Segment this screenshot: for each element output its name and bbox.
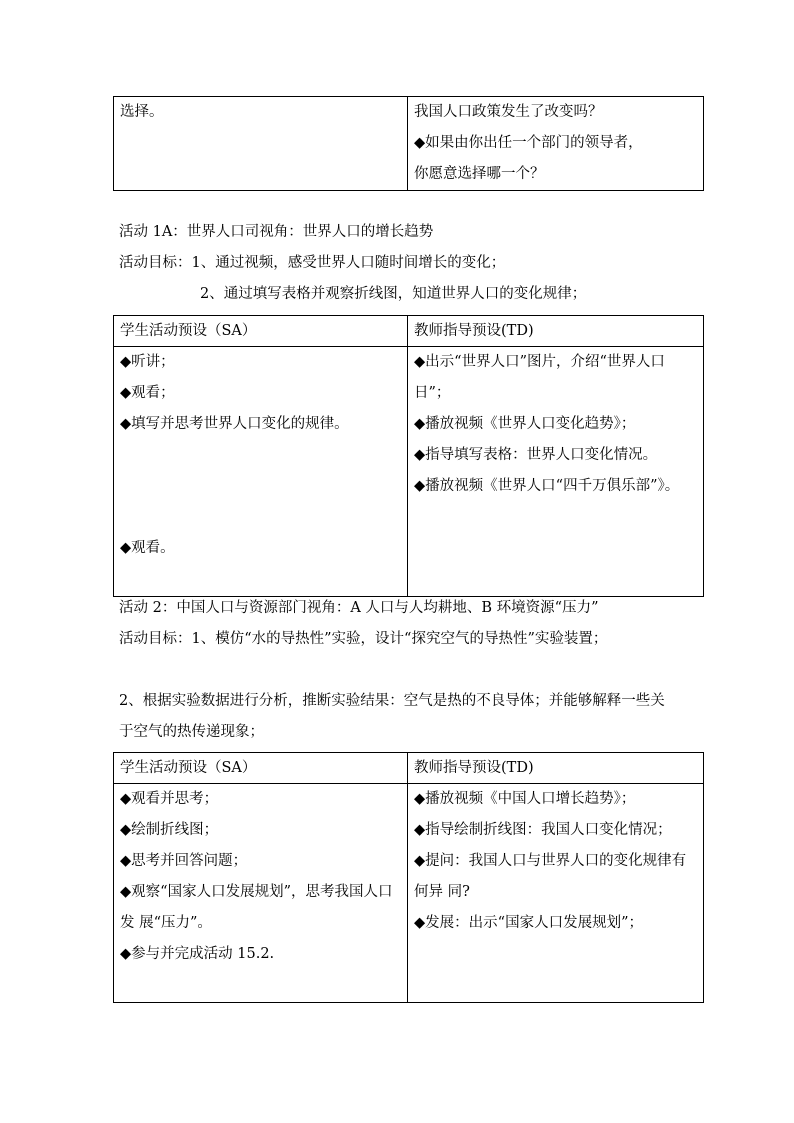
activity-2-title: 活动 2：中国人口与资源部门视角：A 人口与人均耕地、B 环境资源“压力”	[119, 600, 599, 616]
activity-2-goal-2: 2、根据实验数据进行分析，推断实验结果：空气是热的不良导体；并能够解释一些关 于空气的热传递现象；	[119, 693, 665, 740]
left-cell-text: 选择。	[120, 104, 164, 120]
list-item: ◆填写并思考世界人口变化的规律。	[120, 416, 349, 432]
student-activities-cell	[114, 347, 408, 597]
list-item: ◆播放视频《世界人口变化趋势》；	[414, 416, 636, 432]
table-header-student: 学生活动预设（SA）	[114, 753, 408, 784]
list-item: ◆播放视频《中国人口增长趋势》；	[414, 791, 636, 807]
right-cell-line: ◆如果由你出任一个部门的领导者，	[414, 135, 643, 151]
list-item: ◆播放视频《世界人口“四千万俱乐部”》。	[414, 478, 680, 494]
list-item: ◆绘制折线图；	[120, 822, 219, 838]
activity-2-goal-1: 活动目标：1、模仿“水的导热性”实验，设计“探究空气的导热性”实验装置；	[119, 631, 608, 647]
student-activities-cell	[114, 784, 408, 1003]
right-cell-line: 我国人口政策发生了改变吗？	[414, 104, 603, 120]
list-item: ◆观看并思考；	[120, 791, 219, 807]
list-item: ◆听讲；	[120, 354, 175, 370]
teacher-guidance-cell	[408, 784, 704, 1003]
list-item: ◆思考并回答问题；	[120, 853, 248, 869]
continued-table	[113, 96, 704, 191]
continued-table-left-cell	[114, 97, 408, 191]
list-item: ◆指导填写表格：世界人口变化情况。	[414, 447, 658, 463]
activity-1a-goal-1: 活动目标：1、通过视频，感受世界人口随时间增长的变化；	[119, 255, 506, 271]
list-item: ◆观看；	[120, 385, 175, 401]
list-item: ◆观看。	[120, 540, 175, 556]
table-header-student: 学生活动预设（SA）	[114, 316, 408, 347]
list-item: ◆提问：我国人口与世界人口的变化规律有何异 同?	[414, 853, 687, 900]
right-cell-line: 你愿意选择哪一个？	[414, 166, 545, 182]
activity-1a-goal-2: 2、通过填写表格并观察折线图，知道世界人口的变化规律；	[200, 286, 587, 302]
spacer	[120, 440, 403, 533]
activity-1a-table	[113, 315, 704, 597]
list-item: ◆观察“国家人口发展规划”，思考我国人口发 展“压力”。	[120, 884, 393, 931]
list-item: ◆出示“世界人口”图片，介绍“世界人口日”；	[414, 354, 665, 401]
table-header-teacher: 教师指导预设(TD)	[408, 753, 704, 784]
continued-table-right-cell	[408, 97, 704, 191]
list-item: ◆指导绘制折线图：我国人口变化情况；	[414, 822, 672, 838]
teacher-guidance-cell	[408, 347, 704, 597]
activity-2-table	[113, 752, 704, 1003]
activity-1a-title: 活动 1A：世界人口司视角：世界人口的增长趋势	[119, 224, 434, 240]
list-item: ◆参与并完成活动 15.2.	[120, 946, 275, 962]
table-header-teacher: 教师指导预设(TD)	[408, 316, 704, 347]
list-item: ◆发展：出示“国家人口发展规划”；	[414, 915, 643, 931]
